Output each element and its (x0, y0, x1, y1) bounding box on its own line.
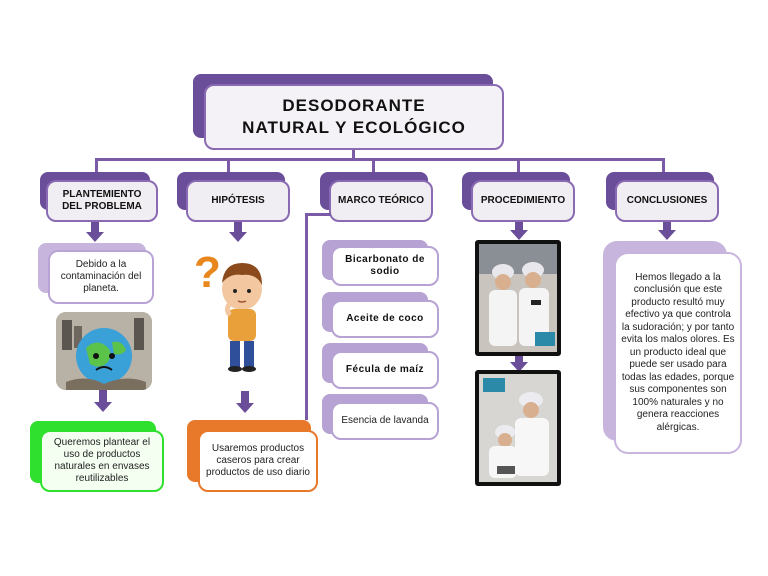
svg-text:?: ? (194, 248, 221, 297)
header-conclusiones-label: CONCLUSIONES (626, 195, 708, 206)
marco-item-1-label: Bicarbonato de sodio (345, 254, 425, 277)
connector-drop-1 (95, 158, 98, 173)
arrow-stem-5 (663, 222, 671, 230)
down-arrow-icon (510, 230, 528, 240)
procedure-photo-2 (475, 370, 561, 486)
marco-vertical-line (305, 213, 308, 420)
marco-item-2-label: Aceite de coco (346, 313, 424, 324)
marco-top-link (305, 213, 331, 216)
marco-item-2 (331, 300, 439, 338)
polluted-planet-illustration (56, 312, 152, 390)
problem-text-box (48, 250, 154, 304)
down-arrow-icon (229, 232, 247, 242)
header-marco (329, 180, 433, 222)
down-arrow-icon (94, 402, 112, 412)
header-procedimiento-label: PROCEDIMIENTO (480, 195, 566, 206)
thinking-child-illustration (190, 243, 286, 379)
title-box (204, 84, 504, 150)
header-hipotesis-label: HIPÓTESIS (211, 195, 265, 206)
down-arrow-icon (236, 403, 254, 413)
down-arrow-icon (86, 232, 104, 242)
arrow-stem-1b (99, 390, 107, 402)
result-orange-box (198, 430, 318, 492)
header-planteamiento (46, 180, 158, 222)
header-procedimiento (471, 180, 575, 222)
procedure-photo-1 (475, 240, 561, 356)
header-planteamiento-label: PLANTEMIENTO DEL PROBLEMA (62, 189, 142, 212)
result-green-box (40, 430, 164, 492)
arrow-stem-2 (234, 222, 242, 232)
problem-text: Debido a la contaminación del planeta. (60, 259, 142, 294)
conclusion-text: Hemos llegado a la conclusión que este producto resultó muy efectivo ya que controla la sudoración; y por tanto evita los malos olores. Es un producto ideal que puede ser usado para todas las edades, porque sus componentes son 100% naturales y no genera reacciones alérgicas. (621, 271, 735, 433)
connector-drop-3 (372, 158, 375, 173)
header-marco-label: MARCO TEÓRICO (337, 195, 425, 206)
marco-item-1 (331, 246, 439, 286)
connector-drop-2 (227, 158, 230, 173)
marco-item-4-label: Esencia de lavanda (341, 415, 429, 426)
problem-result-text: Queremos plantear el uso de productos naturales en envases reutilizables (53, 437, 151, 484)
arrow-stem-4 (515, 222, 523, 230)
connector-drop-5 (662, 158, 665, 173)
marco-item-4 (331, 402, 439, 440)
arrow-stem-2b (241, 391, 249, 403)
marco-item-3-label: Fécula de maíz (345, 364, 425, 375)
down-arrow-icon (658, 230, 676, 240)
conclusion-box (614, 252, 742, 454)
header-conclusiones (615, 180, 719, 222)
arrow-stem-1 (91, 222, 99, 232)
connector-drop-4 (517, 158, 520, 173)
marco-item-3 (331, 351, 439, 389)
page-title: DESODORANTE NATURAL Y ECOLÓGICO (242, 96, 466, 137)
header-hipotesis (186, 180, 290, 222)
connector-horizontal (95, 158, 665, 161)
hypothesis-result-text: Usaremos productos caseros para crear productos de uso diario (206, 443, 310, 478)
